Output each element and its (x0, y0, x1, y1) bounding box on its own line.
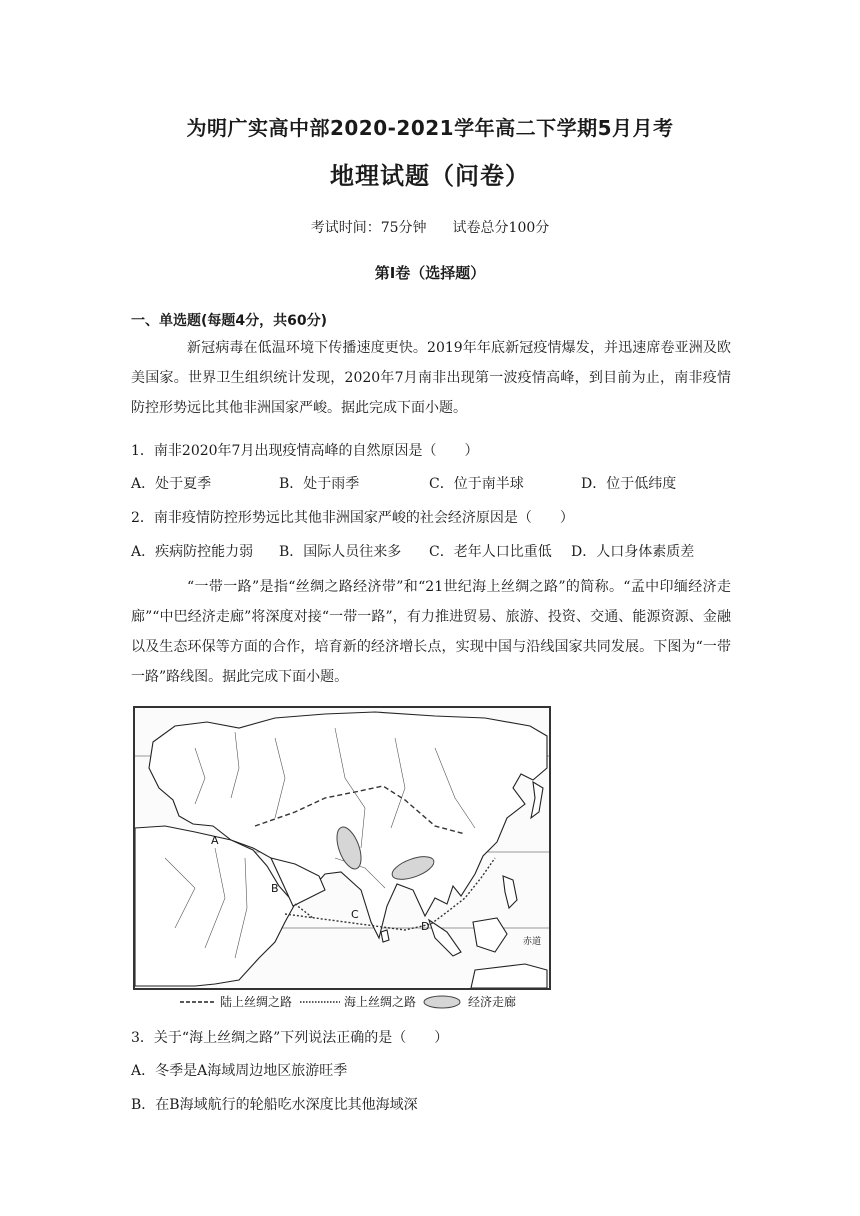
exam-meta (0, 217, 860, 237)
equator-label: 赤道 (523, 937, 542, 947)
exam-title: 为明广实高中部2020-2021学年高二下学期5月月考 (186, 116, 674, 140)
legend-graphic (180, 992, 560, 1012)
part-heading: 一、单选题(每题4分，共60分) (131, 313, 328, 329)
passage-2: “一带一路”是指“丝绸之路经济带”和“21世纪海上丝绸之路”的简称。“孟中印缅经济走廊”“中巴经济走廊”将深度对接“一带一路”，有力推进贸易、旅游、投资、交通、能源资源、金融以及生态环保等方面的合作，培育新的经济增长点，实现中国与沿线国家共同发展。下图为“一带一路”路线图。据此完成下面小题。 (131, 579, 731, 685)
question-1-stem: 1．南非2020年7月出现疫情高峰的自然原因是（ ） (131, 443, 479, 459)
map-legend (180, 992, 560, 1012)
legend-corridor-label: 经济走廊 (468, 995, 517, 1009)
question-2-stem: 2．南非疫情防控形势远比其他非洲国家严峻的社会经济原因是（ ） (131, 510, 574, 526)
exam-subtitle: 地理试题（问卷） (330, 162, 530, 190)
question-1-options (131, 473, 731, 493)
map-label-a: A (211, 834, 219, 847)
question-3-option-a[interactable]: A．冬季是A海域周边地区旅游旺季 (131, 1063, 348, 1079)
map-label-c: C (351, 908, 359, 921)
map-label-d: D (421, 920, 430, 933)
map-drawing (135, 708, 549, 988)
philippines (503, 876, 517, 908)
option-d[interactable]: D．位于低纬度 (581, 476, 677, 492)
option-d[interactable]: D．人口身体素质差 (571, 544, 695, 560)
question-3-stem: 3．关于“海上丝绸之路”下列说法正确的是（ ） (131, 1030, 449, 1046)
total-score: 试卷总分100分 (452, 220, 550, 236)
option-c[interactable]: C．老年人口比重低 (429, 544, 552, 560)
sri-lanka (381, 930, 389, 942)
legend-land-label: 陆上丝绸之路 (220, 995, 293, 1009)
borneo (473, 918, 507, 952)
option-a[interactable]: A．处于夏季 (131, 476, 212, 492)
question-3-option-b[interactable]: B．在B海域航行的轮船吃水深度比其他海域深 (131, 1097, 418, 1113)
sumatra (429, 920, 461, 956)
question-2-options (131, 541, 731, 561)
belt-road-map (133, 706, 551, 990)
map-label-b: B (271, 882, 279, 895)
japan (531, 782, 543, 818)
australia-edge (471, 964, 547, 988)
option-b[interactable]: B．国际人员往来多 (279, 544, 402, 560)
passage-1: 新冠病毒在低温环境下传播速度更快。2019年年底新冠疫情爆发，并迅速席卷亚洲及欧美国家。世界卫生组织统计发现，2020年7月南非出现第一波疫情高峰，到目前为止，南非疫情防控形势远比其他非洲国家严峻。据此完成下面小题。 (131, 340, 731, 416)
legend-corridor-symbol (424, 996, 460, 1008)
legend-sea-label: 海上丝绸之路 (344, 995, 417, 1009)
exam-time: 考试时间：75分钟 (310, 220, 427, 236)
option-c[interactable]: C．位于南半球 (429, 476, 524, 492)
option-a[interactable]: A．疾病防控能力弱 (131, 544, 254, 560)
option-b[interactable]: B．处于雨季 (279, 476, 360, 492)
section-title: 第Ⅰ卷（选择题） (374, 264, 486, 282)
